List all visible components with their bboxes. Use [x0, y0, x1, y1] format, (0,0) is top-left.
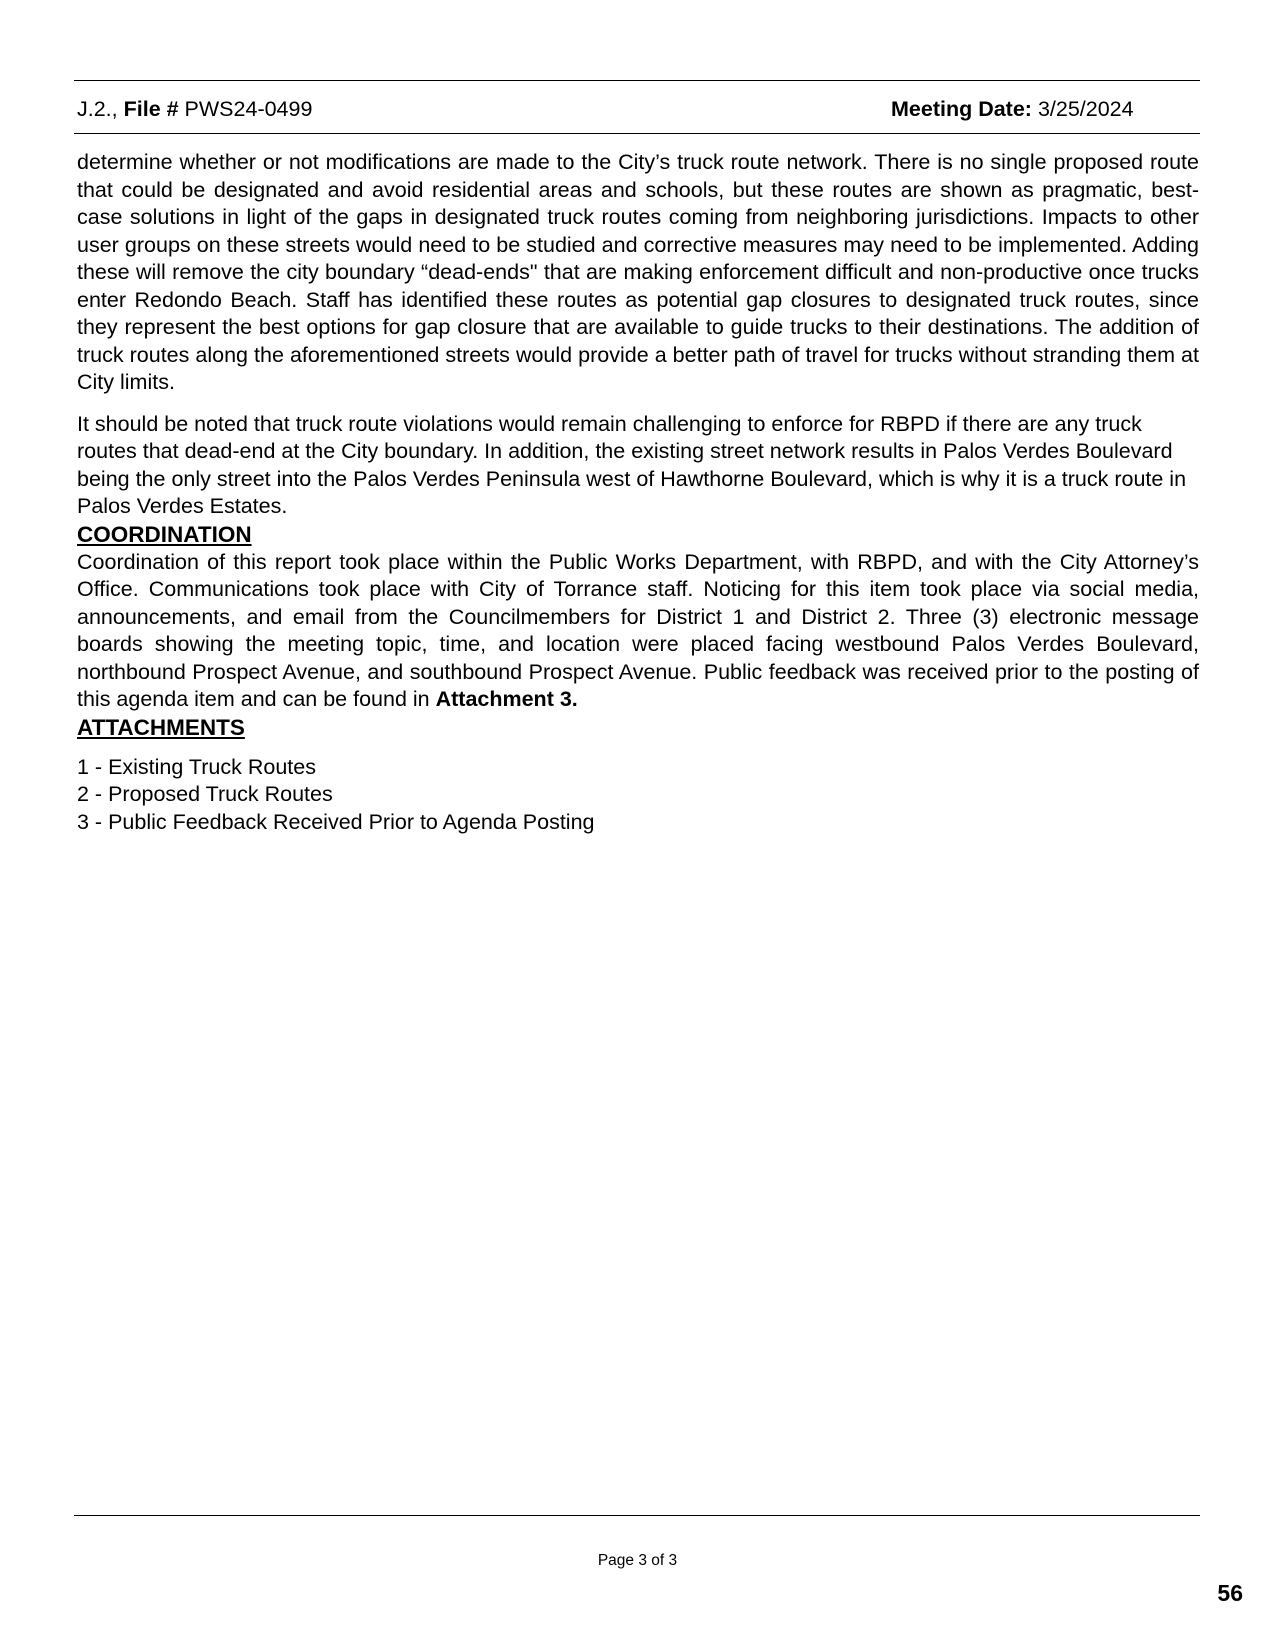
attachment-reference: Attachment 3. [435, 687, 578, 711]
meeting-date [891, 96, 1134, 122]
file-number: PWS24-0499 [178, 97, 313, 121]
body-paragraph-1: determine whether or not modifications are made to the City’s truck route network. There is no single proposed route that could be designated and avoid residential areas and schools, but these routes are shown as pragmatic, best-case solutions in light of the gaps in designated truck routes coming from neighboring jurisdictions. Impacts to other user groups on these streets would need to be studied and corrective measures may need to be implemented. Adding these will remove the city boundary “dead-ends" that are making enforcement difficult and non-productive once trucks enter Redondo Beach. Staff has identified these routes as potential gap closures to designated truck routes, since they represent the best options for gap closure that are available to guide trucks to their destinations. The addition of truck routes along the aforementioned streets would provide a better path of travel for trucks without stranding them at City limits. [77, 150, 1199, 394]
attachments-list [77, 754, 1199, 837]
attachment-item: 1 - Existing Truck Routes [77, 754, 316, 779]
coordination-text: Coordination of this report took place within the Public Works Department, with RBPD, and with the City Attorney’s Office. Communications took place with City of Torrance staff. Noticing for this item took place via social media, announcements, and email from the Councilmembers for District 1 and District 2. Three (3) electronic message boards showing the meeting topic, time, and location were placed facing westbound Palos Verdes Boulevard, northbound Prospect Avenue, and southbound Prospect Avenue. Public feedback was received prior to the posting of this agenda item and can be found in [77, 549, 1199, 711]
meeting-date-label: Meeting Date: [891, 97, 1032, 121]
page-number: 56 [1217, 1580, 1243, 1606]
coordination-heading: COORDINATION [77, 521, 252, 547]
coordination-paragraph [77, 549, 1199, 714]
header-bottom-rule [74, 133, 1200, 134]
attachments-heading: ATTACHMENTS [77, 714, 245, 740]
attachment-item: 3 - Public Feedback Received Prior to Agenda Posting [77, 809, 595, 834]
file-label: File # [123, 97, 179, 121]
footer-rule [74, 1515, 1200, 1516]
header-top-rule [74, 80, 1200, 81]
item-reference: J.2., [77, 97, 124, 121]
body-paragraph-2: It should be noted that truck route violations would remain challenging to enforce for RBPD if there are any truck routes that dead-end at the City boundary. In addition, the existing street network results in Palos Verdes Boulevard being the only street into the Palos Verdes Peninsula west of Hawthorne Boulevard, which is why it is a truck route in Palos Verdes Estates. [77, 411, 1187, 518]
meeting-date-value: 3/25/2024 [1031, 97, 1134, 121]
document-body [77, 149, 1199, 836]
page-indicator: Page 3 of 3 [597, 1552, 678, 1569]
file-reference [77, 96, 312, 122]
attachment-item: 2 - Proposed Truck Routes [77, 782, 333, 806]
